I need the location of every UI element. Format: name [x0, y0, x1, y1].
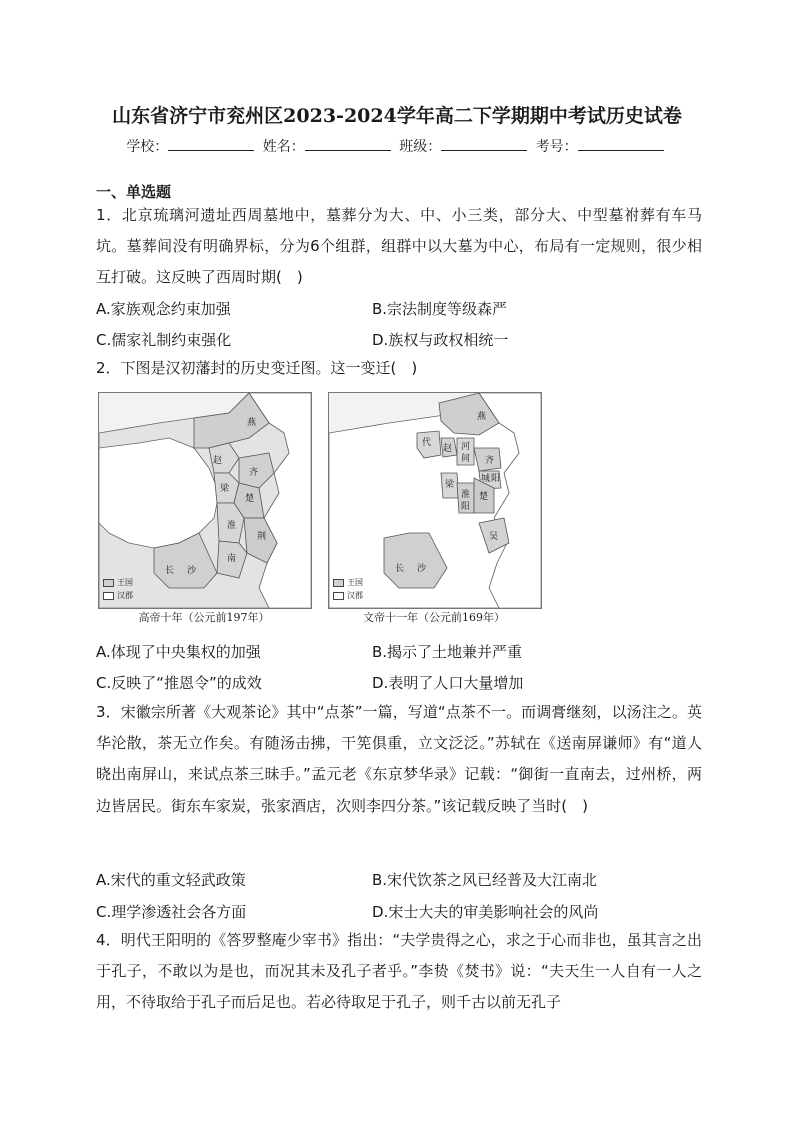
q3-option-c[interactable]: C.理学渗透社会各方面 [96, 903, 247, 921]
name-blank[interactable] [305, 136, 391, 151]
map2-label-chang: 长 [395, 564, 405, 574]
question-4-stem: 4．明代王阳明的《答罗整庵少宰书》指出：“夫学贵得之心，求之于心而非也，虽其言之出于孔子，不敢以为是也，而况其未及孔子者乎。”李贽《焚书》说：“夫天生一人自有一人之用，不待取给于孔子而后足也。若必待取足于孔子，则千古以前无孔子 [96, 931, 702, 1012]
map2-label-yang: 阳 [491, 474, 501, 484]
map1-label-zhao: 赵 [213, 456, 223, 466]
q3-option-d[interactable]: D.宋士大夫的审美影响社会的风尚 [372, 903, 599, 921]
map1-legend-commandery [103, 589, 133, 602]
question-1-stem: 1．北京琉璃河遗址西周墓地中，墓葬分为大、中、小三类，部分大、中型墓祔葬有车马坑。墓葬间没有明确界标，分为6个组群，组群中以大墓为中心，布局有一定规则，很少相互打破。这反映了西周时期( ) [96, 206, 702, 287]
map2-label-sha: 沙 [417, 564, 427, 574]
map2-label-wu: 吴 [489, 532, 499, 542]
commandery-swatch-icon [333, 592, 344, 600]
map2-label-dai: 代 [422, 438, 432, 448]
map2-label-liang: 梁 [445, 480, 455, 490]
map1-legend-kingdom-label: 王国 [117, 578, 133, 587]
exam-number-blank[interactable] [578, 136, 664, 151]
map2-label-chu: 楚 [479, 492, 489, 502]
question-3-stem: 3．宋徽宗所著《大观茶论》其中“点茶”一篇，写道“点茶不一。而调膏继刻，以汤注之。英华沦散，茶无立作矣。有随汤击拂，干筅俱重，立文泛泛。”苏轼在《送南屏谦师》有“道人晓出南屏山，来试点茶三昧手。”孟元老《东京梦华录》记载：“御街一直南去，过州桥，两边皆居民。街东车家炭，张家酒店，次则李四分茶。”该记载反映了当时( ) [96, 703, 702, 815]
q2-option-b[interactable]: B.揭示了土地兼并严重 [372, 643, 523, 661]
map2-label-he: 河 [461, 442, 471, 452]
map1-label-chu: 楚 [245, 494, 255, 504]
map2-legend-kingdom-label: 王国 [347, 578, 363, 587]
school-label: 学校： [126, 139, 169, 155]
q2-option-a[interactable]: A.体现了中央集权的加强 [96, 643, 261, 661]
map2-caption: 文帝十一年（公元前169年） [363, 611, 505, 624]
class-label: 班级： [399, 139, 442, 155]
commandery-swatch-icon [103, 592, 114, 600]
map2-label-qi: 齐 [485, 456, 495, 466]
map1-label-huai: 淮 [227, 521, 237, 531]
map1-label-yan: 燕 [247, 418, 257, 428]
map2-label-jian: 间 [461, 454, 471, 464]
map2-legend-commandery [333, 589, 363, 602]
q2-option-c[interactable]: C.反映了“推恩令”的成效 [96, 674, 262, 692]
exam-title: 山东省济宁市兖州区2023-2024学年高二下学期期中考试历史试卷 [112, 105, 682, 127]
map2-legend-kingdom [333, 576, 363, 589]
map1-legend-commandery-label: 汉郡 [117, 591, 133, 600]
map2-label-yang2: 阳 [461, 502, 471, 512]
q3-option-a[interactable]: A.宋代的重文轻武政策 [96, 871, 246, 889]
name-label: 姓名： [262, 139, 305, 155]
map-gaodi [98, 392, 312, 609]
map1-label-jing: 荆 [257, 532, 267, 542]
map2-label-cheng: 城 [481, 474, 491, 484]
kingdom-swatch-icon [333, 579, 344, 587]
school-blank[interactable] [168, 136, 254, 151]
map-wendi [328, 392, 542, 609]
q1-option-c[interactable]: C.儒家礼制约束强化 [96, 331, 232, 349]
question-2-stem: 2．下图是汉初藩封的历史变迁图。这一变迁( ) [96, 359, 418, 377]
q1-option-d[interactable]: D.族权与政权相统一 [372, 331, 509, 349]
student-info-line [0, 136, 794, 156]
map2-legend [333, 576, 363, 602]
q1-option-b[interactable]: B.宗法制度等级森严 [372, 300, 508, 318]
map2-label-yan: 燕 [477, 412, 487, 422]
q2-option-d[interactable]: D.表明了人口大量增加 [372, 674, 524, 692]
map1-label-nan: 南 [227, 554, 237, 564]
map1-legend-kingdom [103, 576, 133, 589]
map1-label-chang: 长 [165, 566, 175, 576]
q1-option-a[interactable]: A.家族观念约束加强 [96, 300, 231, 318]
section-heading: 一、单选题 [96, 183, 172, 201]
class-blank[interactable] [441, 136, 527, 151]
map2-legend-commandery-label: 汉郡 [347, 591, 363, 600]
map1-label-sha: 沙 [187, 566, 197, 576]
map1-caption: 高帝十年（公元前197年） [138, 611, 270, 624]
kingdom-swatch-icon [103, 579, 114, 587]
map1-label-qi: 齐 [249, 468, 259, 478]
map2-label-huai: 淮 [461, 490, 471, 500]
q3-option-b[interactable]: B.宋代饮茶之风已经普及大江南北 [372, 871, 598, 889]
map1-legend [103, 576, 133, 602]
map1-label-liang: 梁 [220, 484, 230, 494]
exam-number-label: 考号： [535, 139, 578, 155]
map2-label-zhao: 赵 [443, 444, 453, 454]
